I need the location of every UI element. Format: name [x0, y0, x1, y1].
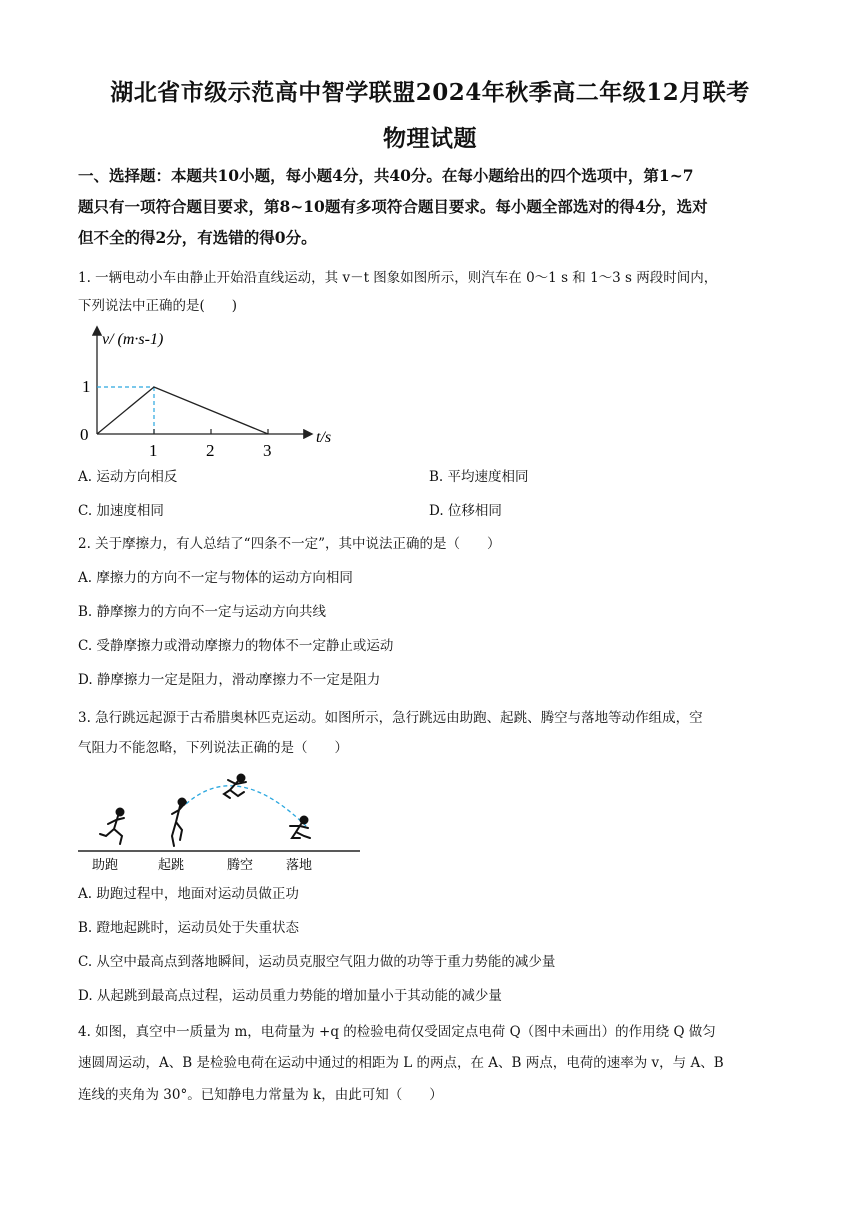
option-a[interactable]: A. 助跑过程中，地面对运动员做正功 [78, 886, 299, 902]
x-tick-label: 1 [149, 441, 158, 460]
y-tick-label: 1 [82, 377, 91, 396]
exam-title: 湖北省市级示范高中智学联盟2024年秋季高二年级12月联考 [110, 79, 750, 106]
figure-label-takeoff: 起跳 [158, 857, 185, 872]
option-b[interactable]: B. 平均速度相同 [429, 469, 529, 485]
option-c[interactable]: C. 受静摩擦力或滑动摩擦力的物体不一定静止或运动 [78, 638, 394, 654]
question-stem: 3. 急行跳远起源于古希腊奥林匹克运动。如图所示，急行跳远由助跑、起跳、腾空与落地等动作组成，空 [78, 710, 703, 726]
landing-figure [290, 817, 310, 839]
jump-trajectory [186, 786, 308, 828]
figure-label-flight: 腾空 [227, 857, 254, 872]
x-axis-label: t/s [316, 429, 332, 446]
option-d[interactable]: D. 位移相同 [429, 503, 502, 519]
question-stem: 下列说法中正确的是( ) [78, 298, 238, 314]
x-tick-label: 3 [263, 441, 272, 460]
option-b[interactable]: B. 蹬地起跳时，运动员处于失重状态 [78, 920, 300, 936]
section-line: 但不全的得2分，有选错的得0分。 [78, 228, 317, 247]
long-jump-figure [78, 766, 368, 876]
x-tick-label: 2 [206, 441, 215, 460]
origin-label: 0 [80, 425, 89, 444]
question-stem: 2. 关于摩擦力，有人总结了“四条不一定”，其中说法正确的是（ ） [78, 536, 501, 552]
section-line: 题只有一项符合题目要求，第8~10题有多项符合题目要求。每小题全部选对的得4分，选对 [78, 197, 708, 216]
vt-graph [78, 322, 338, 462]
option-a[interactable]: A. 摩擦力的方向不一定与物体的运动方向相同 [78, 570, 353, 586]
figure-label-landing: 落地 [286, 857, 313, 872]
exam-subject-title: 物理试题 [383, 125, 477, 152]
section-line: 一、选择题：本题共10小题，每小题4分，共40分。在每小题给出的四个选项中，第1~7 [78, 166, 694, 185]
option-d[interactable]: D. 从起跳到最高点过程，运动员重力势能的增加量小于其动能的减少量 [78, 988, 502, 1004]
option-a[interactable]: A. 运动方向相反 [78, 469, 178, 485]
question-stem: 气阻力不能忽略，下列说法正确的是（ ） [78, 740, 348, 756]
runner-figure [100, 809, 124, 845]
option-c[interactable]: C. 加速度相同 [78, 503, 164, 519]
question-stem: 速圆周运动，A、B 是检验电荷在运动中通过的相距为 L 的两点，在 A、B 两点，电荷的速率为 v，与 A、B [78, 1055, 724, 1071]
question-stem: 4. 如图，真空中一质量为 m，电荷量为 +q 的检验电荷仅受固定点电荷 Q（图中未画出）的作用绕 Q 做匀 [78, 1024, 716, 1040]
series-line [97, 387, 268, 434]
y-axis-label: v/ (m·s-1) [102, 331, 164, 348]
takeoff-figure [172, 799, 186, 847]
option-c[interactable]: C. 从空中最高点到落地瞬间，运动员克服空气阻力做的功等于重力势能的减少量 [78, 954, 556, 970]
figure-label-run: 助跑 [92, 857, 119, 872]
option-b[interactable]: B. 静摩擦力的方向不一定与运动方向共线 [78, 604, 327, 620]
question-stem: 连线的夹角为 30°。已知静电力常量为 k，由此可知（ ） [78, 1087, 443, 1103]
option-d[interactable]: D. 静摩擦力一定是阻力，滑动摩擦力不一定是阻力 [78, 672, 381, 688]
question-stem: 1. 一辆电动小车由静止开始沿直线运动，其 v－t 图象如图所示，则汽车在 0～1 s 和 1～3 s 两段时间内， [78, 270, 718, 286]
